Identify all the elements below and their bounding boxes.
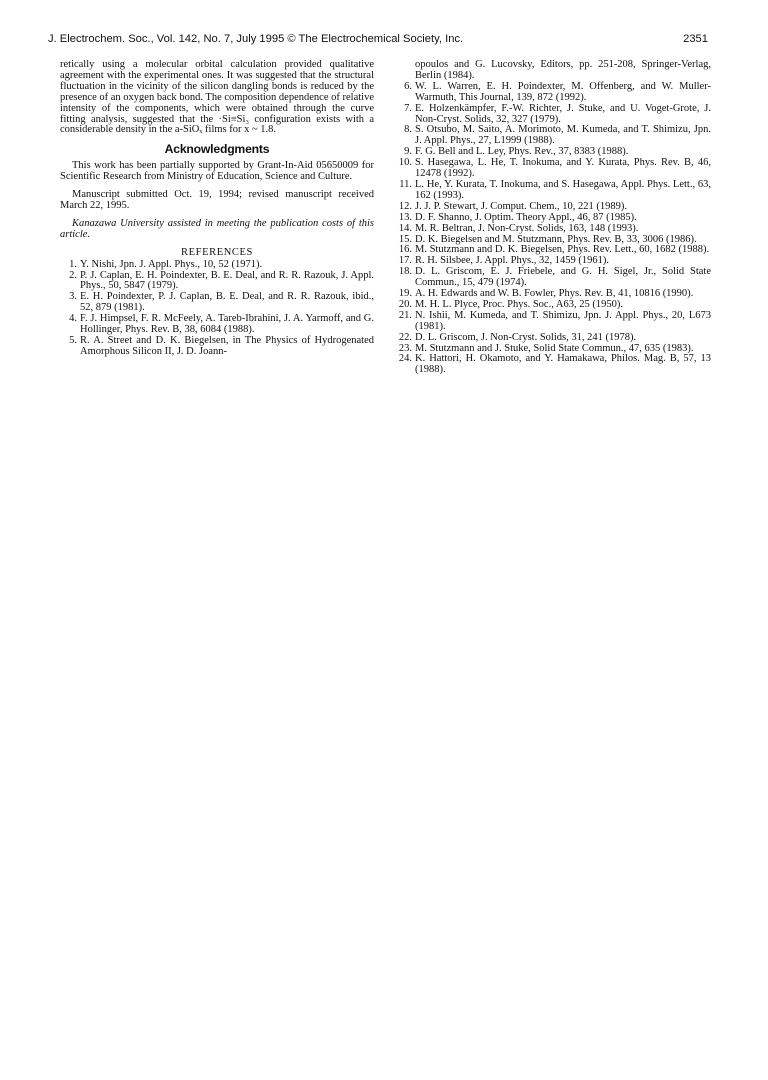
reference-number: 9. [404, 146, 412, 158]
reference-text: D. F. Shanno, J. Optim. Theory Appl., 46, 87 (1985). [415, 211, 637, 223]
reference-number: 20. [398, 298, 412, 310]
reference-number: 21. [398, 309, 412, 321]
reference-number: 10. [398, 157, 412, 169]
reference-text: Y. Nishi, Jpn. J. Appl. Phys., 10, 52 (1971). [80, 258, 263, 270]
reference-item [60, 271, 374, 293]
reference-number: 23. [398, 342, 412, 354]
reference-number: 16. [398, 244, 412, 256]
reference-number: 13. [398, 211, 412, 223]
reference-number: 8. [404, 124, 412, 136]
reference-item [60, 314, 374, 336]
reference-number: 19. [398, 288, 412, 300]
reference-text: M. Stutzmann and J. Stuke, Solid State Commun., 47, 635 (1983). [415, 342, 694, 354]
reference-text: M. Stutzmann and D. K. Biegelsen, Phys. Rev. Lett., 60, 1682 (1988). [415, 244, 710, 256]
reference-text: R. H. Silsbee, J. Appl. Phys., 32, 1459 (1961). [415, 255, 609, 267]
reference-item [395, 311, 711, 333]
reference-list-right [395, 82, 711, 376]
right-column [395, 60, 711, 376]
reference-text: W. L. Warren, E. H. Poindexter, M. Offenberg, and W. Muller-Warmuth, This Journal, 139, 872 (1992). [415, 80, 711, 103]
reference-text: S. Otsubo, M. Saito, A. Morimoto, M. Kumeda, and T. Shimizu, Jpn. J. Appl. Phys., 27, L1999 (1988). [415, 124, 711, 147]
manuscript-dates: Manuscript submitted Oct. 19, 1994; revised manuscript received March 22, 1995. [60, 189, 374, 211]
acknowledgments-text: This work has been partially supported by Grant-In-Aid 05650009 for Scientific Research from Ministry of Education, Science and Culture. [60, 160, 374, 183]
reference-text: S. Hasegawa, L. He, T. Inokuma, and Y. Kurata, Phys. Rev. B, 46, 12478 (1992). [415, 157, 711, 180]
publication-cost-note: Kanazawa University assisted in meeting the publication costs of this article. [60, 217, 374, 240]
journal-citation: J. Electrochem. Soc., Vol. 142, No. 7, July 1995 © The Electrochemical Society, Inc. [48, 33, 464, 45]
reference-text: J. J. P. Stewart, J. Comput. Chem., 10, 221 (1989). [415, 200, 628, 212]
reference-number: 22. [398, 331, 412, 343]
reference-text: R. A. Street and D. K. Biegelsen, in The Physics of Hydrogenated Amorphous Silicon II, J. D. Joann- [80, 334, 374, 357]
reference-item [395, 267, 711, 289]
reference-number: 1. [69, 258, 77, 270]
reference-item [395, 180, 711, 202]
reference-text: M. R. Beltran, J. Non-Cryst. Solids, 163, 148 (1993). [415, 222, 639, 234]
reference-continuation: opoulos and G. Lucovsky, Editors, pp. 251-208, Springer-Verlag, Berlin (1984). [415, 59, 711, 81]
reference-number: 17. [398, 255, 412, 267]
reference-item [395, 82, 711, 104]
reference-item [395, 125, 711, 147]
reference-number: 6. [404, 80, 412, 92]
reference-number: 3. [69, 291, 77, 303]
reference-text: K. Hattori, H. Okamoto, and Y. Hamakawa, Philos. Mag. B, 57, 13 (1988). [415, 353, 711, 376]
conclusion-paragraph: retically using a molecular orbital calculation provided qualitative agreement with the experimental ones. It was suggested that the structural fluctuation in the vicinity of the silicon dangling bonds is reduced by the presence of an oxygen back bond. The composition dependence of relative intensity of the components, which were obtained through the curve fitting analysis, suggested that the ·Si≡Si₃ configuration exists with a considerable density in the a-SiOₓ films for x ~ 1.8. [60, 59, 374, 136]
references-heading: REFERENCES [181, 246, 253, 258]
reference-text: D. L. Griscom, J. Non-Cryst. Solids, 31, 241 (1978). [415, 331, 637, 343]
reference-item [395, 354, 711, 376]
reference-item [395, 104, 711, 126]
reference-text: D. L. Griscom, E. J. Friebele, and G. H. Sigel, Jr., Solid State Commun., 15, 479 (1974). [415, 266, 711, 289]
reference-text: N. Ishii, M. Kumeda, and T. Shimizu, Jpn. J. Appl. Phys., 20, L673 (1981). [415, 309, 711, 332]
reference-text: L. He, Y. Kurata, T. Inokuma, and S. Hasegawa, Appl. Phys. Lett., 63, 162 (1993). [415, 178, 711, 201]
reference-text: E. H. Poindexter, P. J. Caplan, B. E. Deal, and R. R. Razouk, ibid., 52, 879 (1981). [80, 291, 374, 314]
reference-item [60, 292, 374, 314]
running-head [48, 33, 708, 49]
reference-item [60, 336, 374, 358]
acknowledgments-heading: Acknowledgments [164, 142, 270, 157]
reference-text: E. Holzenkämpfer, F.-W. Richter, J. Stuke, and U. Voget-Grote, J. Non-Cryst. Solids, 32, 327 (1979). [415, 102, 711, 125]
reference-number: 12. [398, 200, 412, 212]
page-number: 2351 [683, 33, 708, 45]
left-column [60, 60, 374, 358]
reference-number: 14. [398, 222, 412, 234]
reference-list-left [60, 260, 374, 358]
reference-number: 18. [398, 266, 412, 278]
reference-text: D. K. Biegelsen and M. Stutzmann, Phys. Rev. B, 33, 3006 (1986). [415, 233, 697, 245]
reference-number: 5. [69, 334, 77, 346]
reference-text: F. J. Himpsel, F. R. McFeely, A. Tareb-Ibrahini, J. A. Yarmoff, and G. Hollinger, Phys. Rev. B, 38, 6084 (1988). [80, 313, 374, 336]
reference-item [395, 158, 711, 180]
reference-number: 24. [398, 353, 412, 365]
reference-text: M. H. L. Plyce, Proc. Phys. Soc., A63, 25 (1950). [415, 298, 623, 310]
reference-number: 11. [399, 178, 412, 190]
reference-number: 7. [404, 102, 412, 114]
reference-number: 4. [69, 313, 77, 325]
reference-text: A. H. Edwards and W. B. Fowler, Phys. Rev. B, 41, 10816 (1990). [415, 288, 694, 300]
reference-number: 15. [398, 233, 412, 245]
reference-number: 2. [69, 269, 77, 281]
reference-text: P. J. Caplan, E. H. Poindexter, B. E. Deal, and R. R. Razouk, J. Appl. Phys., 50, 5847 (1979). [80, 269, 374, 292]
reference-text: F. G. Bell and L. Ley, Phys. Rev., 37, 8383 (1988). [415, 146, 629, 158]
